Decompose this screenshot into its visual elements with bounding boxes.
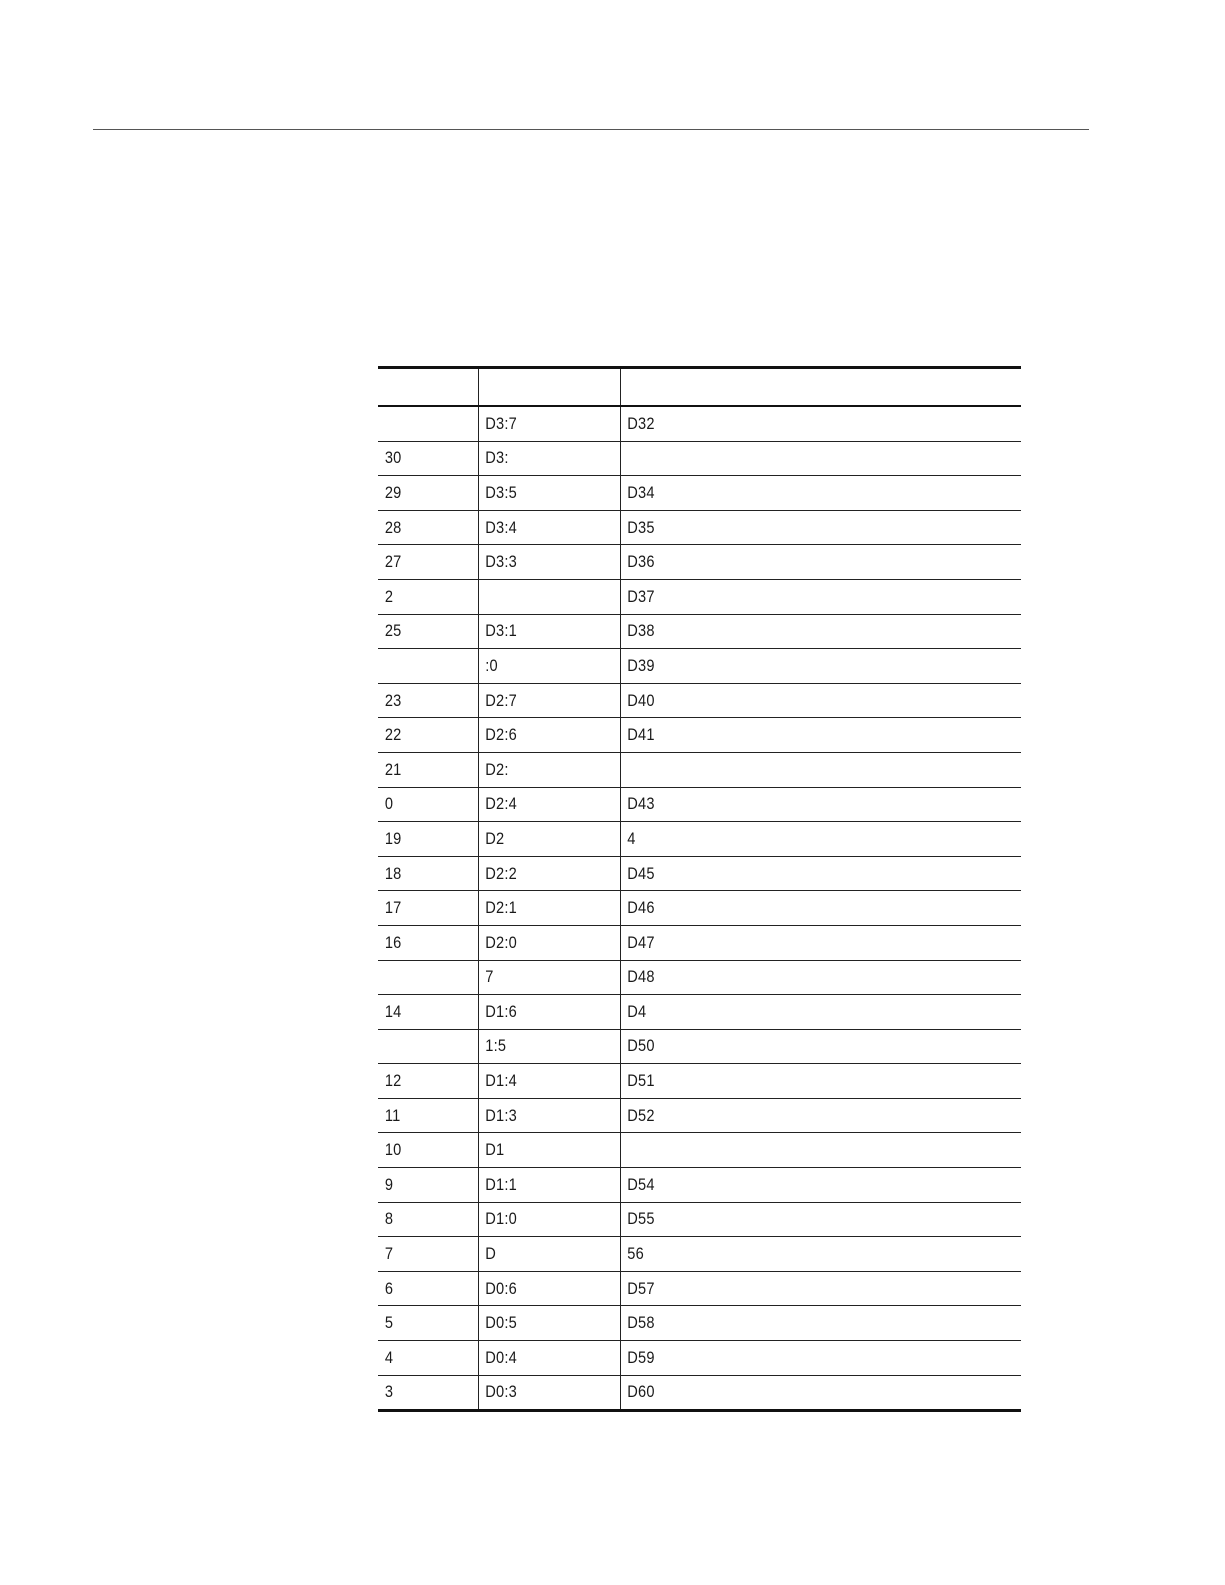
- table-cell: [378, 1029, 464, 1064]
- table-cell: 6: [378, 1271, 464, 1306]
- table-cell: 22: [378, 718, 464, 753]
- table-cell: 2: [378, 579, 464, 614]
- table-cell: D1:1: [478, 1168, 600, 1203]
- table-cell: D55: [620, 1202, 965, 1237]
- header-cell-1: [378, 368, 478, 407]
- table-cell: D36: [620, 545, 965, 580]
- table-cell: 56: [620, 1237, 965, 1272]
- table-cell: D59: [620, 1341, 965, 1376]
- table-cell: D2: [478, 822, 600, 857]
- table-cell: D60: [620, 1375, 965, 1411]
- table-cell: D2:2: [478, 856, 600, 891]
- table-cell: D1:4: [478, 1064, 600, 1099]
- signal-table-container: [378, 366, 1021, 1412]
- table-cell: D4: [620, 995, 965, 1030]
- table-cell: 16: [378, 925, 464, 960]
- table-row: [378, 1202, 1021, 1237]
- table-row: [378, 822, 1021, 857]
- table-row: [378, 1237, 1021, 1272]
- table-row: [378, 545, 1021, 580]
- table-cell: [378, 406, 464, 441]
- table-cell: D0:6: [478, 1271, 600, 1306]
- table-cell: D3:4: [478, 510, 600, 545]
- table-cell: D3:: [478, 441, 600, 476]
- table-row: [378, 1375, 1021, 1411]
- table-cell: D2:: [478, 752, 600, 787]
- table-cell: 4: [378, 1341, 464, 1376]
- table-cell: D50: [620, 1029, 965, 1064]
- table-cell: D45: [620, 856, 965, 891]
- table-cell: D3:3: [478, 545, 600, 580]
- table-cell: 5: [378, 1306, 464, 1341]
- table-cell: 9: [378, 1168, 464, 1203]
- table-cell: D54: [620, 1168, 965, 1203]
- table-cell: 7: [378, 1237, 464, 1272]
- table-row: [378, 1029, 1021, 1064]
- table-cell: D1:0: [478, 1202, 600, 1237]
- table-row: [378, 856, 1021, 891]
- table-cell: D2:4: [478, 787, 600, 822]
- table-row: [378, 510, 1021, 545]
- table-row: [378, 787, 1021, 822]
- table-cell: [378, 649, 464, 684]
- table-cell: D57: [620, 1271, 965, 1306]
- table-cell: 19: [378, 822, 464, 857]
- table-row: [378, 995, 1021, 1030]
- table-cell: 0: [378, 787, 464, 822]
- table-cell: D3:5: [478, 476, 600, 511]
- table-cell: D: [478, 1237, 600, 1272]
- table-cell: D37: [620, 579, 965, 614]
- table-cell: 18: [378, 856, 464, 891]
- table-cell: D1:6: [478, 995, 600, 1030]
- table-cell: D1: [478, 1133, 600, 1168]
- table-cell: D48: [620, 960, 965, 995]
- table-row: [378, 925, 1021, 960]
- table-cell: [620, 1133, 965, 1168]
- table-row: [378, 683, 1021, 718]
- table-cell: D2:6: [478, 718, 600, 753]
- table-cell: 29: [378, 476, 464, 511]
- table-cell: D0:5: [478, 1306, 600, 1341]
- table-cell: [478, 579, 600, 614]
- table-cell: 25: [378, 614, 464, 649]
- table-row: [378, 614, 1021, 649]
- table-row: [378, 441, 1021, 476]
- table-cell: [378, 960, 464, 995]
- table-row: [378, 752, 1021, 787]
- table-cell: D58: [620, 1306, 965, 1341]
- table-row: [378, 1271, 1021, 1306]
- table-cell: 7: [478, 960, 600, 995]
- table-cell: 21: [378, 752, 464, 787]
- table-cell: 17: [378, 891, 464, 926]
- table-cell: 10: [378, 1133, 464, 1168]
- table-cell: D41: [620, 718, 965, 753]
- table-cell: 8: [378, 1202, 464, 1237]
- table-cell: 1:5: [478, 1029, 600, 1064]
- table-row: [378, 476, 1021, 511]
- table-cell: D2:0: [478, 925, 600, 960]
- table-body: [378, 406, 1021, 1411]
- table-row: [378, 718, 1021, 753]
- table-row: [378, 1133, 1021, 1168]
- table-row: [378, 1098, 1021, 1133]
- table-row: [378, 1306, 1021, 1341]
- table-cell: 3: [378, 1375, 464, 1411]
- table-cell: D2:7: [478, 683, 600, 718]
- table-cell: D39: [620, 649, 965, 684]
- table-cell: 12: [378, 1064, 464, 1099]
- table-cell: D0:4: [478, 1341, 600, 1376]
- table-row: [378, 960, 1021, 995]
- table-cell: D40: [620, 683, 965, 718]
- table-cell: D35: [620, 510, 965, 545]
- table-cell: D47: [620, 925, 965, 960]
- table-cell: D0:3: [478, 1375, 600, 1411]
- table-cell: [620, 441, 965, 476]
- table-cell: D3:1: [478, 614, 600, 649]
- table-cell: 23: [378, 683, 464, 718]
- table-cell: D34: [620, 476, 965, 511]
- table-cell: D2:1: [478, 891, 600, 926]
- table-cell: 28: [378, 510, 464, 545]
- table-row: [378, 891, 1021, 926]
- table-cell: [620, 752, 965, 787]
- table-row: [378, 649, 1021, 684]
- table-cell: D38: [620, 614, 965, 649]
- table-cell: 4: [620, 822, 965, 857]
- header-cell-2: [478, 368, 620, 407]
- table-cell: 11: [378, 1098, 464, 1133]
- table-header-row: [378, 368, 1021, 407]
- table-row: [378, 1168, 1021, 1203]
- table-row: [378, 579, 1021, 614]
- table-row: [378, 1341, 1021, 1376]
- table-cell: 14: [378, 995, 464, 1030]
- signal-table: [378, 366, 1021, 1412]
- table-cell: D46: [620, 891, 965, 926]
- header-cell-3: [620, 368, 1021, 407]
- table-row: [378, 1064, 1021, 1099]
- table-cell: :0: [478, 649, 600, 684]
- table-cell: D52: [620, 1098, 965, 1133]
- table-header: [378, 368, 1021, 407]
- table-cell: D3:7: [478, 406, 600, 441]
- table-cell: D43: [620, 787, 965, 822]
- header-rule: [93, 129, 1089, 130]
- table-cell: D1:3: [478, 1098, 600, 1133]
- table-cell: 30: [378, 441, 464, 476]
- table-cell: D32: [620, 406, 965, 441]
- table-cell: 27: [378, 545, 464, 580]
- table-row: [378, 406, 1021, 441]
- table-cell: D51: [620, 1064, 965, 1099]
